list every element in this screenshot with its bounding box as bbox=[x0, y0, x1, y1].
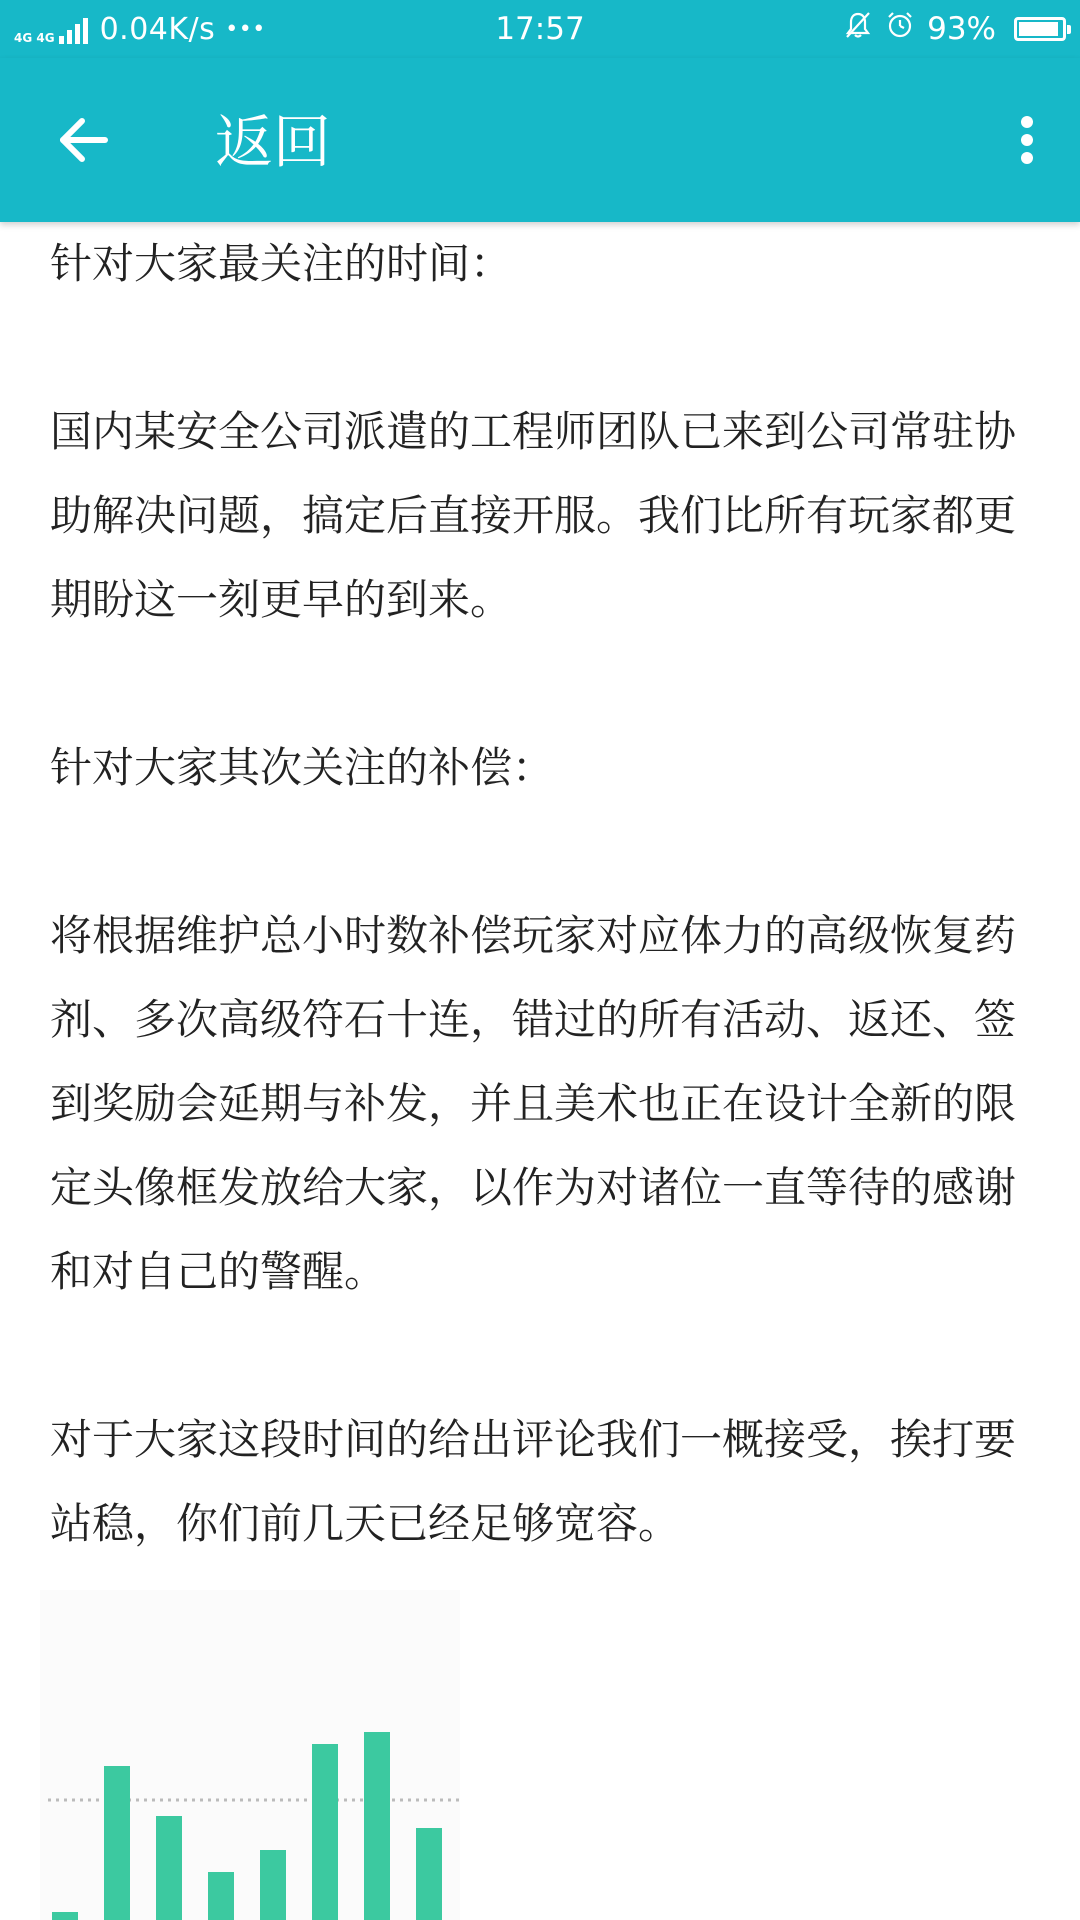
chart-bar bbox=[156, 1816, 182, 1920]
chart-background bbox=[40, 1590, 460, 1920]
silent-bell-icon bbox=[843, 10, 873, 48]
article-paragraph: 将根据维护总小时数补偿玩家对应体力的高级恢复药剂、多次高级符石十连，错过的所有活动、返还、签到奖励会延期与补发，并且美术也正在设计全新的限定头像框发放给大家，以作为对诸位一直等待的感谢和对自己的警醒。 bbox=[50, 911, 1017, 1296]
battery-icon bbox=[1014, 17, 1066, 41]
more-vertical-icon bbox=[1019, 114, 1035, 166]
article-paragraph: 对于大家这段时间的给出评论我们一概接受，挨打要站稳，你们前几天已经足够宽容。 bbox=[50, 1415, 1017, 1548]
toolbar-title[interactable]: 返回 bbox=[215, 108, 332, 176]
network-speed: 0.04K/s bbox=[99, 11, 216, 47]
back-button[interactable] bbox=[44, 100, 124, 180]
chart-bar bbox=[416, 1828, 442, 1920]
alarm-icon bbox=[885, 10, 915, 48]
chart-bar bbox=[208, 1872, 234, 1920]
more-options-button[interactable] bbox=[1002, 100, 1052, 180]
status-right-group bbox=[843, 8, 1066, 50]
battery-percent: 93% bbox=[927, 11, 996, 47]
status-time: 17:57 bbox=[495, 11, 585, 47]
network-type-label: 4G 4G bbox=[14, 31, 55, 45]
chart-bar bbox=[312, 1744, 338, 1920]
chart-bar bbox=[104, 1766, 130, 1920]
article-body bbox=[50, 222, 1030, 1566]
chart-bar bbox=[52, 1912, 78, 1920]
battery-level-fill bbox=[1019, 22, 1058, 36]
app-toolbar bbox=[0, 58, 1080, 222]
status-bar bbox=[0, 0, 1080, 58]
status-overflow-dots: ••• bbox=[225, 16, 266, 42]
article-paragraph: 针对大家最关注的时间： bbox=[50, 239, 513, 288]
article-paragraph: 针对大家其次关注的补偿： bbox=[50, 743, 555, 792]
arrow-back-icon bbox=[57, 113, 111, 167]
article-paragraph: 国内某安全公司派遣的工程师团队已来到公司常驻协助解决问题，搞定后直接开服。我们比所有玩家都更期盼这一刻更早的到来。 bbox=[50, 407, 1017, 624]
chart-bar bbox=[364, 1732, 390, 1920]
chart-bar bbox=[260, 1850, 286, 1920]
bar-chart-image bbox=[0, 1590, 600, 1920]
